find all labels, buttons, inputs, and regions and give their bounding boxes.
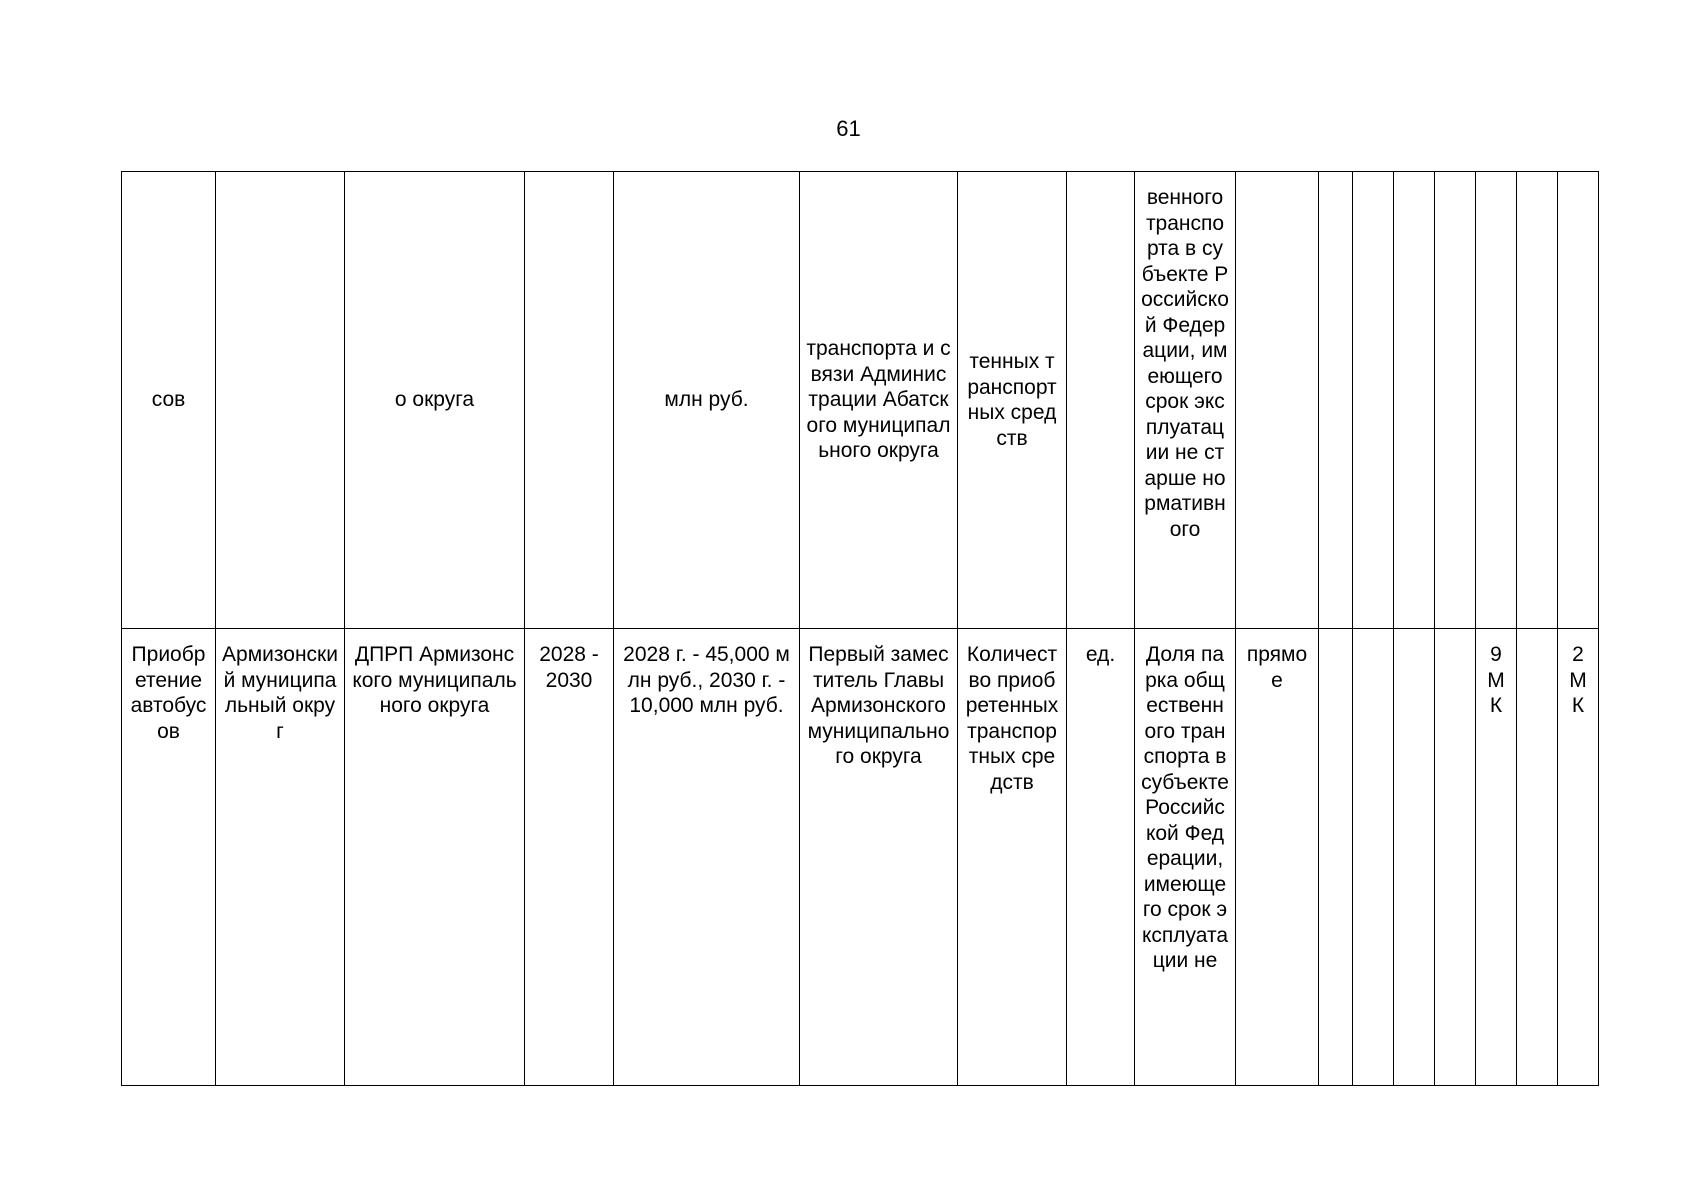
table-cell: о округа bbox=[345, 172, 525, 629]
table-cell: 2028 - 2030 bbox=[525, 629, 614, 1086]
table-cell: транспорта и связи Администрации Абатского муниципального округа bbox=[800, 172, 958, 629]
table-cell bbox=[216, 172, 345, 629]
table-cell bbox=[1353, 629, 1394, 1086]
table-cell bbox=[1435, 172, 1476, 629]
table-cell: прямое bbox=[1236, 629, 1319, 1086]
table-cell bbox=[1517, 172, 1558, 629]
table-cell bbox=[1319, 172, 1353, 629]
program-table bbox=[121, 171, 1599, 1086]
table-cell: венного транспорта в субъекте Российской Федерации, имеющего срок эксплуатации не старше нормативного bbox=[1135, 172, 1236, 629]
table-cell bbox=[1353, 172, 1394, 629]
table-cell bbox=[1236, 172, 1319, 629]
table-cell bbox=[1517, 629, 1558, 1086]
table-cell: Армизонский муниципальный округ bbox=[216, 629, 345, 1086]
table-row bbox=[122, 629, 1599, 1086]
table-cell: Количество приобретенных транспортных средств bbox=[958, 629, 1067, 1086]
table-cell: ед. bbox=[1067, 629, 1135, 1086]
table-cell: Приобретение автобусов bbox=[122, 629, 216, 1086]
table-cell bbox=[1394, 172, 1435, 629]
table-cell bbox=[1435, 629, 1476, 1086]
table-cell: Доля парка общественного транспорта в субъекте Российской Федерации, имеющего срок эксплуатации не bbox=[1135, 629, 1236, 1086]
table-cell: Первый заместитель Главы Армизонского муниципального округа bbox=[800, 629, 958, 1086]
table-cell bbox=[1558, 172, 1599, 629]
table-cell bbox=[1067, 172, 1135, 629]
page-number: 61 bbox=[836, 116, 861, 141]
table-cell: ДПРП Армизонского муниципального округа bbox=[345, 629, 525, 1086]
table-cell: сов bbox=[122, 172, 216, 629]
table-cell bbox=[525, 172, 614, 629]
table-cell bbox=[1319, 629, 1353, 1086]
table-row bbox=[122, 172, 1599, 629]
table-cell: 2028 г. - 45,000 млн руб., 2030 г. - 10,000 млн руб. bbox=[614, 629, 800, 1086]
table-cell: млн руб. bbox=[614, 172, 800, 629]
table-cell: 2 МК bbox=[1558, 629, 1599, 1086]
table-cell: 9 МК bbox=[1476, 629, 1517, 1086]
table-cell bbox=[1476, 172, 1517, 629]
table-cell bbox=[1394, 629, 1435, 1086]
table-cell: тенных транспортных средств bbox=[958, 172, 1067, 629]
